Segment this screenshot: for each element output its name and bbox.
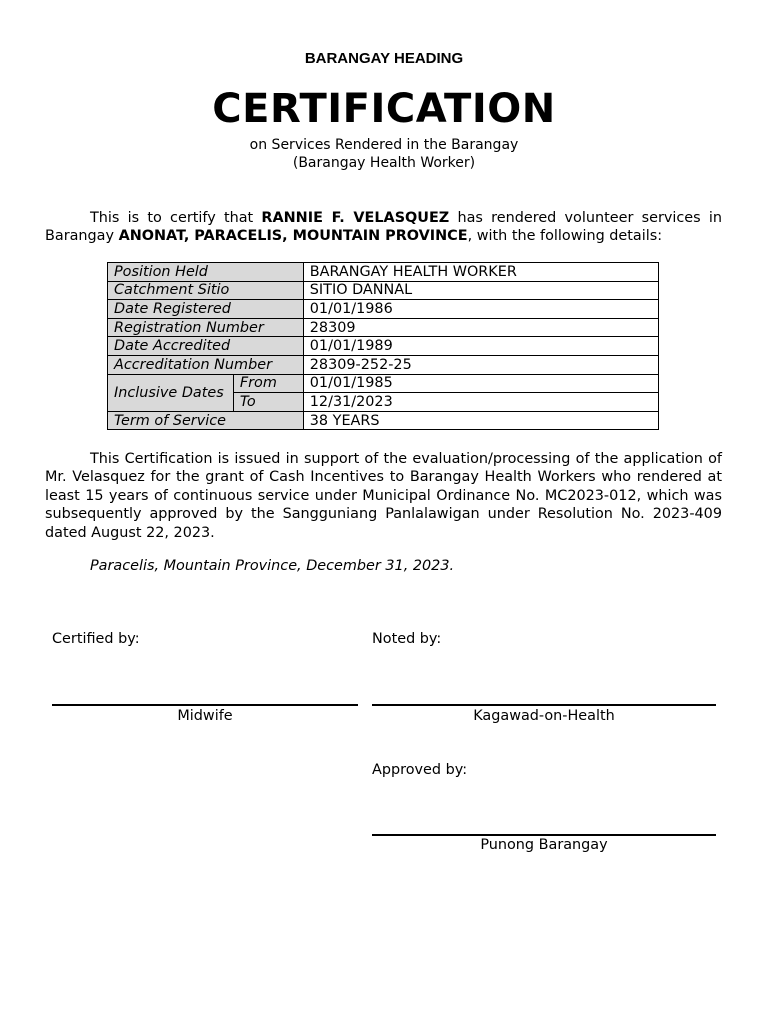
intro-paragraph <box>45 209 722 246</box>
term-of-service-value: 38 YEARS <box>303 411 658 430</box>
noted-by-label: Noted by: <box>372 631 442 647</box>
inclusive-dates-label: Inclusive Dates <box>108 374 234 411</box>
certified-person-name: RANNIE F. VELASQUEZ <box>261 210 450 226</box>
certificate-title: CERTIFICATION <box>212 86 556 132</box>
to-value: 12/31/2023 <box>303 393 658 412</box>
date-accredited-value: 01/01/1989 <box>303 337 658 356</box>
intro-text-2: has rendered volunteer services in Barangay <box>45 210 723 245</box>
table-row <box>108 300 659 319</box>
table-row <box>108 263 659 282</box>
from-label: From <box>233 374 303 393</box>
midwife-title: Midwife <box>177 708 233 724</box>
table-row <box>108 281 659 300</box>
table-row <box>108 355 659 374</box>
kagawad-signature-line <box>372 704 716 706</box>
sitio-label: Catchment Sitio <box>108 281 304 300</box>
date-registered-label: Date Registered <box>108 300 304 319</box>
intro-text-3: , with the following details: <box>467 228 663 245</box>
barangay-location: ANONAT, PARACELIS, MOUNTAIN PROVINCE <box>118 228 468 245</box>
position-value: BARANGAY HEALTH WORKER <box>303 263 658 282</box>
date-registered-value: 01/01/1986 <box>303 300 658 319</box>
kagawad-title: Kagawad-on-Health <box>473 708 615 724</box>
table-row <box>108 318 659 337</box>
subtitle-services: on Services Rendered in the Barangay <box>249 137 519 153</box>
purpose-paragraph: This Certification is issued in support of the evaluation/processing of the application of Mr. Velasquez for the grant of Cash Incentives to Barangay Health Workers who rendered at least 15 years of continuous service under Municipal Ordinance No. MC2023-012, which was subsequently approved by the Sangguniang Panlalawigan under Resolution No. 2023-409 dated August 22, 2023. <box>45 451 722 541</box>
date-and-place: Paracelis, Mountain Province, December 31, 2023. <box>90 558 455 574</box>
accreditation-number-value: 28309-252-25 <box>303 355 658 374</box>
midwife-signature-line <box>52 704 358 706</box>
intro-text-1: This is to certify that <box>90 210 262 226</box>
registration-number-label: Registration Number <box>108 318 304 337</box>
table-row <box>108 374 659 393</box>
position-label: Position Held <box>108 263 304 282</box>
to-label: To <box>233 393 303 412</box>
registration-number-value: 28309 <box>303 318 658 337</box>
table-row <box>108 337 659 356</box>
subtitle-role: (Barangay Health Worker) <box>292 155 476 171</box>
from-value: 01/01/1985 <box>303 374 658 393</box>
term-of-service-label: Term of Service <box>108 411 304 430</box>
accreditation-number-label: Accreditation Number <box>108 355 304 374</box>
punong-barangay-title: Punong Barangay <box>480 837 608 853</box>
details-table <box>107 262 659 430</box>
table-row <box>108 411 659 430</box>
sitio-value: SITIO DANNAL <box>303 281 658 300</box>
barangay-heading: BARANGAY HEADING <box>304 50 464 67</box>
punong-signature-line <box>372 834 716 836</box>
date-accredited-label: Date Accredited <box>108 337 304 356</box>
approved-by-label: Approved by: <box>372 762 468 778</box>
certified-by-label: Certified by: <box>52 631 140 647</box>
